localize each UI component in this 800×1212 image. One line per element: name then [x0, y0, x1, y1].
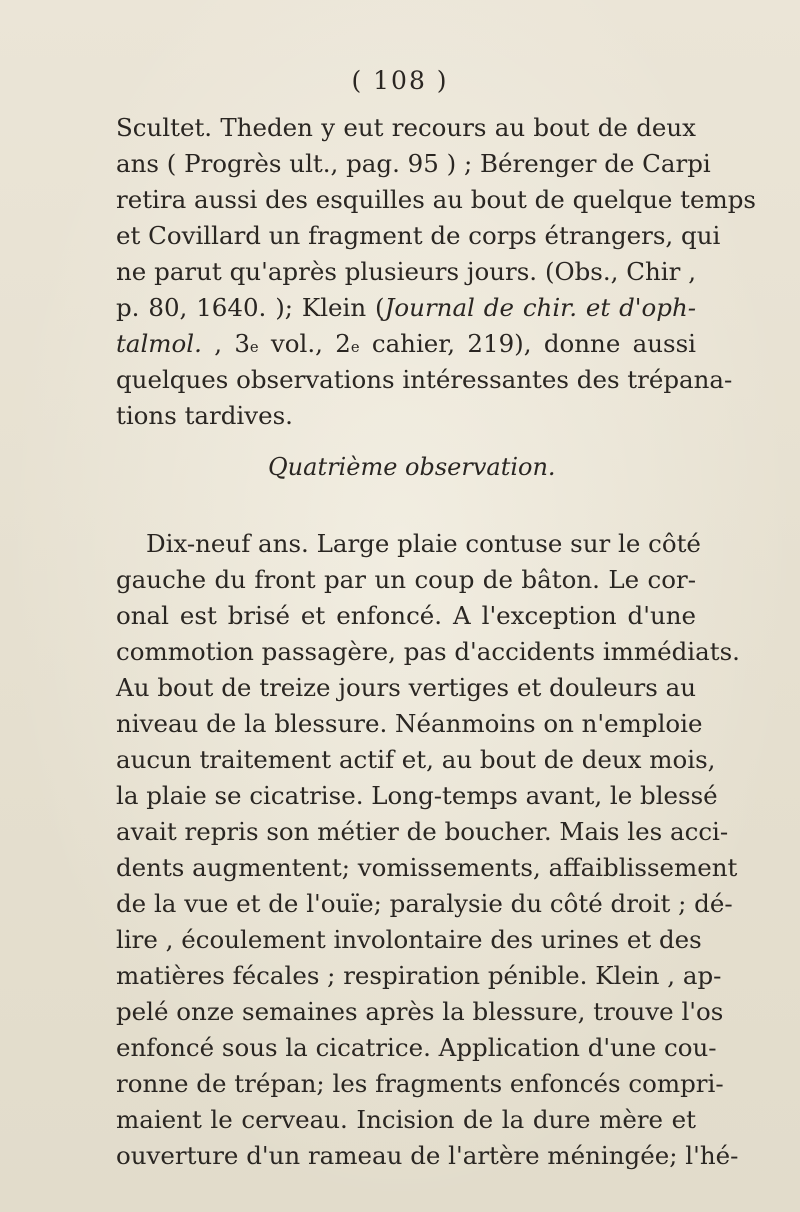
- journal-title: Journal de chir. et d'oph-: [384, 293, 696, 322]
- section-heading: Quatrième observation.: [268, 453, 556, 481]
- text-span: , 3: [201, 329, 250, 358]
- text-line: aucun traitement actif et, au bout de deux mois,: [116, 745, 716, 774]
- text-line: avait repris son métier de boucher. Mais les acci-: [116, 817, 729, 846]
- text-line: niveau de la blessure. Néanmoins on n'emploie: [116, 709, 703, 738]
- text-line: onal est brisé et enfoncé. A l'exception d'une: [116, 601, 696, 630]
- text-line: tions tardives.: [116, 401, 293, 430]
- text-span: cahier, 219), donne aussi: [359, 329, 696, 358]
- text-line: ronne de trépan; les fragments enfoncés compri-: [116, 1069, 724, 1098]
- text-line: commotion passagère, pas d'accidents immédiats.: [116, 637, 740, 666]
- text-line: matières fécales ; respiration pénible. Klein , ap-: [116, 961, 722, 990]
- text-line: ans ( Progrès ult., pag. 95 ) ; Bérenger de Carpi: [116, 149, 711, 178]
- text-line: quelques observations intéressantes des trépana-: [116, 365, 733, 394]
- text-line: [116, 326, 696, 362]
- text-line: dents augmentent; vomissements, affaiblissement: [116, 853, 738, 882]
- text-line: la plaie se cicatrise. Long-temps avant, le blessé: [116, 781, 718, 810]
- text-line: de la vue et de l'ouïe; paralysie du côté droit ; dé-: [116, 889, 733, 918]
- text-line: [116, 290, 696, 326]
- text-line: lire , écoulement involontaire des urines et des: [116, 925, 702, 954]
- text-line: ouverture d'un rameau de l'artère méningée; l'hé-: [116, 1141, 739, 1170]
- page-number: ( 108 ): [351, 66, 449, 95]
- text-span: vol., 2: [258, 329, 351, 358]
- superscript: e: [249, 339, 259, 356]
- text-line: gauche du front par un coup de bâton. Le cor-: [116, 565, 696, 594]
- text-line: maient le cerveau. Incision de la dure mère et: [116, 1105, 696, 1134]
- text-line: pelé onze semaines après la blessure, trouve l'os: [116, 997, 724, 1026]
- text-span: p. 80, 1640. ); Klein (: [116, 293, 385, 322]
- text-line: ne parut qu'après plusieurs jours. (Obs., Chir ,: [116, 257, 696, 286]
- text-line: retira aussi des esquilles au bout de quelque temps: [116, 185, 756, 214]
- text-line: Au bout de treize jours vertiges et douleurs au: [116, 673, 696, 702]
- text-line: enfoncé sous la cicatrice. Application d'une cou-: [116, 1033, 717, 1062]
- text-line: et Covillard un fragment de corps étrangers, qui: [116, 221, 721, 250]
- text-line: Dix-neuf ans. Large plaie contuse sur le côté: [146, 529, 701, 558]
- journal-title-end: talmol.: [116, 329, 202, 358]
- text-line: Scultet. Theden y eut recours au bout de deux: [116, 113, 696, 142]
- superscript: e: [350, 339, 360, 356]
